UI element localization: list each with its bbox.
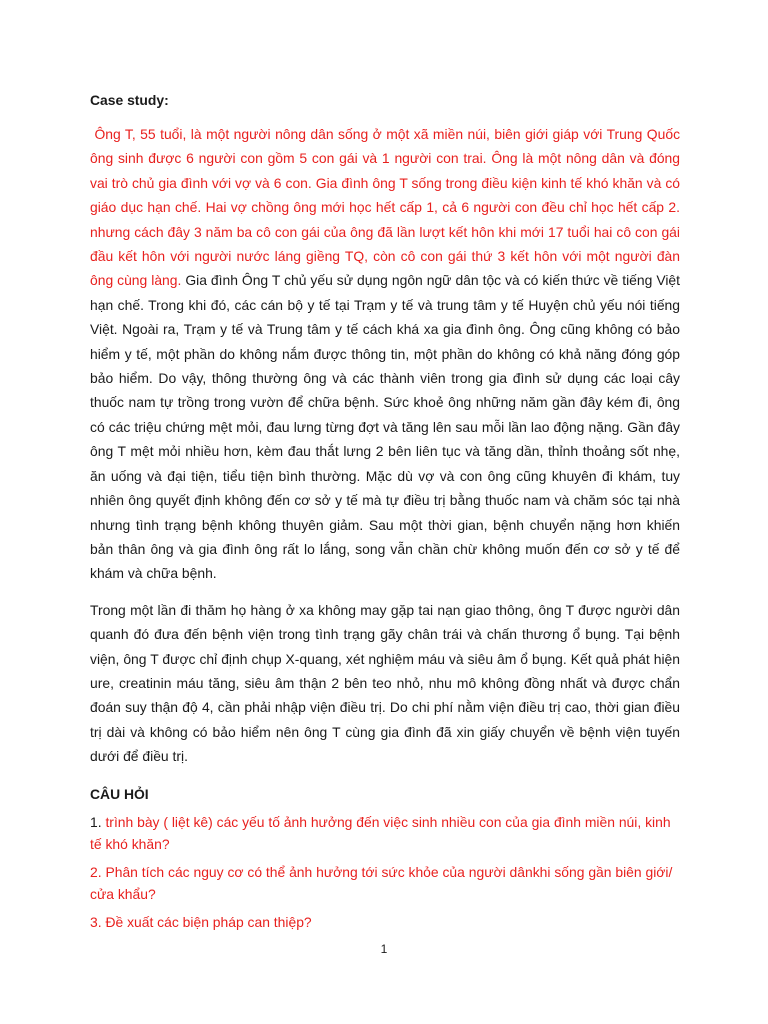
page-number: 1 xyxy=(380,942,388,956)
question-text: Phân tích các nguy cơ có thể ảnh hưởng tới sức khỏe của người dânkhi sống gần biên giới/ cửa khẩu? xyxy=(90,863,673,902)
case-study-heading: Case study: xyxy=(90,92,169,108)
questions-title: CÂU HỎI xyxy=(90,785,149,802)
question-text: Đề xuất các biện pháp can thiệp? xyxy=(105,913,312,930)
document-page xyxy=(90,90,680,933)
question-text: trình bày ( liệt kê) các yếu tố ảnh hưởng đến việc sinh nhiều con của gia đình miền núi, kinh tế khó khăn? xyxy=(90,813,671,852)
case-paragraph-1-red: Ông T, 55 tuổi, là một người nông dân sống ở một xã miền núi, biên giới giáp với Trung Quốc ông sinh được 6 người con gồm 5 con gái và 1 người con trai. Ông là một nông dân và đóng vai trò chủ gia đình với vợ và 6 con. Gia đình ông T sống trong điều kiện kinh tế khó khăn và có giáo dục hạn chế. Hai vợ chồng ông mới học hết cấp 1, cả 6 người con đều chỉ học hết cấp 2. nhưng cách đây 3 năm ba cô con gái của ông đã lần lượt kết hôn khi mới 17 tuổi hai cô con gái đầu kết hôn với người nước láng giềng TQ, còn cô con gái thứ 3 kết hôn với một người đàn ông cùng làng. xyxy=(90,126,681,289)
case-paragraph-2: Trong một lần đi thăm họ hàng ở xa không may gặp tai nạn giao thông, ông T được người dân quanh đó đưa đến bệnh viện trong tình trạng gãy chân trái và chấn thương ổ bụng. Tại bệnh viện, ông T được chỉ định chụp X-quang, xét nghiệm máu và siêu âm ổ bụng. Kết quả phát hiện ure, creatinin máu tăng, siêu âm thận 2 bên teo nhỏ, nhu mô không đồng nhất và được chẩn đoán suy thận độ 4, cần phải nhập viện điều trị. Do chi phí nằm viện điều trị cao, thời gian điều trị dài và không có bảo hiểm nên ông T cùng gia đình đã xin giấy chuyển về bệnh viện tuyến dưới để điều trị. xyxy=(90,601,680,765)
question-item xyxy=(90,911,680,933)
question-number: 2. xyxy=(90,863,106,880)
question-item xyxy=(90,861,680,905)
question-number: 1. xyxy=(90,813,106,830)
case-paragraph-1 xyxy=(90,122,680,586)
question-item xyxy=(90,811,680,855)
case-paragraph-1-black: Gia đình Ông T chủ yếu sử dụng ngôn ngữ dân tộc và có kiến thức về tiếng Việt hạn chế. Trong khi đó, các cán bộ y tế tại Trạm y tế và trung tâm y tế Huyện chủ yếu nói tiếng Việt. Ngoài ra, Trạm y tế và Trung tâm y tế cách khá xa gia đình ông. Ông cũng không có bảo hiểm y tế, một phần do không nắm được thông tin, một phần do không có khả năng đóng góp bảo hiểm. Do vậy, thông thường ông và các thành viên trong gia đình sử dụng các loại cây thuốc nam tự trồng trong vườn để chữa bệnh. Sức khoẻ ông những năm gần đây kém đi, ông có các triệu chứng mệt mỏi, đau lưng từng đợt và tăng lên sau mỗi lần lao động nặng. Gần đây ông T mệt mỏi nhiều hơn, kèm đau thắt lưng 2 bên liên tục và tăng dần, thỉnh thoảng sốt nhẹ, ăn uống và đại tiện, tiểu tiện bình thường. Mặc dù vợ và con ông cũng khuyên đi khám, tuy nhiên ông quyết định không đến cơ sở y tế mà tự điều trị bằng thuốc nam và chăm sóc tại nhà nhưng tình trạng bệnh không thuyên giảm. Sau một thời gian, bệnh chuyển nặng hơn khiến bản thân ông và gia đình ông rất lo lắng, song vẫn chần chừ không muốn đến cơ sở y tế để khám và chữa bệnh. xyxy=(90,272,681,582)
question-number: 3. xyxy=(90,913,106,930)
